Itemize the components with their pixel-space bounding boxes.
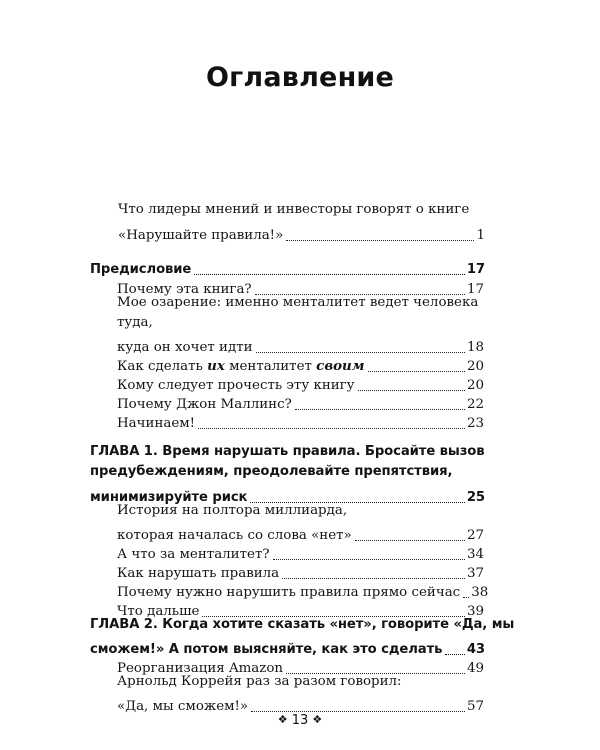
entry-text: «Да, мы сможем!» bbox=[117, 699, 249, 714]
entry-text: Мое озарение: именно менталитет ведет человека bbox=[117, 295, 479, 310]
page-number: 43 bbox=[466, 642, 485, 657]
page-number: 17 bbox=[466, 262, 485, 277]
page-number: 57 bbox=[466, 699, 484, 714]
chapter-title: минимизируйте риск bbox=[90, 490, 248, 505]
page-number: 25 bbox=[466, 490, 485, 505]
page-number: 34 bbox=[466, 547, 484, 562]
toc-chapter1-line1 bbox=[90, 444, 485, 466]
entry-text: куда он хочет идти bbox=[117, 340, 253, 355]
dot-leader bbox=[286, 240, 474, 241]
entry-text: Как нарушать правила bbox=[117, 566, 280, 581]
page-number: 18 bbox=[466, 340, 484, 355]
chapter-title: ГЛАВА 1. Время нарушать правила. Бросайте вызов bbox=[90, 444, 485, 459]
entry-text: Кому следует прочесть эту книгу bbox=[117, 378, 355, 393]
dot-leader bbox=[198, 428, 465, 429]
diamond-ornament-icon: ❖ bbox=[277, 713, 288, 726]
entry-text: Что лидеры мнений и инвесторы говорят о книге bbox=[118, 202, 470, 217]
page-number: 37 bbox=[466, 566, 484, 581]
page-footer bbox=[0, 713, 600, 728]
toc-entry[interactable] bbox=[117, 693, 484, 715]
page-number: 1 bbox=[476, 228, 485, 243]
page-title: Оглавление bbox=[205, 62, 395, 93]
page-number: 17 bbox=[466, 282, 484, 297]
entry-text: Почему эта книга? bbox=[117, 282, 252, 297]
entry-text: Реорганизация Amazon bbox=[117, 661, 284, 676]
page-number: 38 bbox=[471, 585, 489, 600]
page-number: 20 bbox=[466, 359, 484, 374]
toc-section-preface[interactable] bbox=[90, 256, 485, 278]
section-title: Предисловие bbox=[90, 262, 192, 277]
toc-entry[interactable] bbox=[117, 410, 484, 432]
entry-text: которая началась со слова «нет» bbox=[117, 528, 352, 543]
text-part: Как сделать bbox=[117, 359, 208, 374]
entry-text: А что за менталитет? bbox=[117, 547, 270, 562]
entry-text: Что дальше bbox=[117, 604, 200, 619]
page-number: 39 bbox=[466, 604, 484, 619]
diamond-ornament-icon: ❖ bbox=[312, 713, 323, 726]
entry-text: туда, bbox=[117, 315, 153, 330]
toc-entry-wrap bbox=[117, 295, 484, 317]
toc-entry-intro[interactable] bbox=[118, 222, 485, 244]
folio-page-number: 13 bbox=[291, 713, 309, 728]
entry-text: История на полтора миллиарда, bbox=[117, 503, 348, 518]
chapter-title: ГЛАВА 2. Когда хотите сказать «нет», говорите «Да, мы bbox=[90, 617, 515, 632]
emphasis: их bbox=[207, 358, 225, 374]
toc-chapter1-line2 bbox=[90, 464, 485, 486]
emphasis: своим bbox=[316, 358, 365, 374]
entry-text: «Нарушайте правила!» bbox=[118, 228, 284, 243]
toc-entry-intro-line1 bbox=[118, 202, 485, 224]
entry-text: Почему Джон Маллинс? bbox=[117, 397, 292, 412]
chapter-title: сможем!» А потом выясняйте, как это сделать bbox=[90, 642, 443, 657]
entry-text: Почему нужно нарушить правила прямо сейчас bbox=[117, 585, 461, 600]
dot-leader bbox=[251, 711, 465, 712]
page-number: 22 bbox=[466, 397, 484, 412]
entry-text: Начинаем! bbox=[117, 416, 196, 431]
chapter-title: предубеждениям, преодолевайте препятствия, bbox=[90, 464, 453, 479]
page-number: 49 bbox=[466, 661, 484, 676]
page-number: 20 bbox=[466, 378, 484, 393]
text-part: менталитет bbox=[224, 359, 317, 374]
entry-text: Арнольд Коррейя раз за разом говорил: bbox=[117, 674, 402, 689]
page-number: 27 bbox=[466, 528, 484, 543]
page-number: 23 bbox=[466, 416, 484, 431]
dot-leader bbox=[194, 274, 465, 275]
